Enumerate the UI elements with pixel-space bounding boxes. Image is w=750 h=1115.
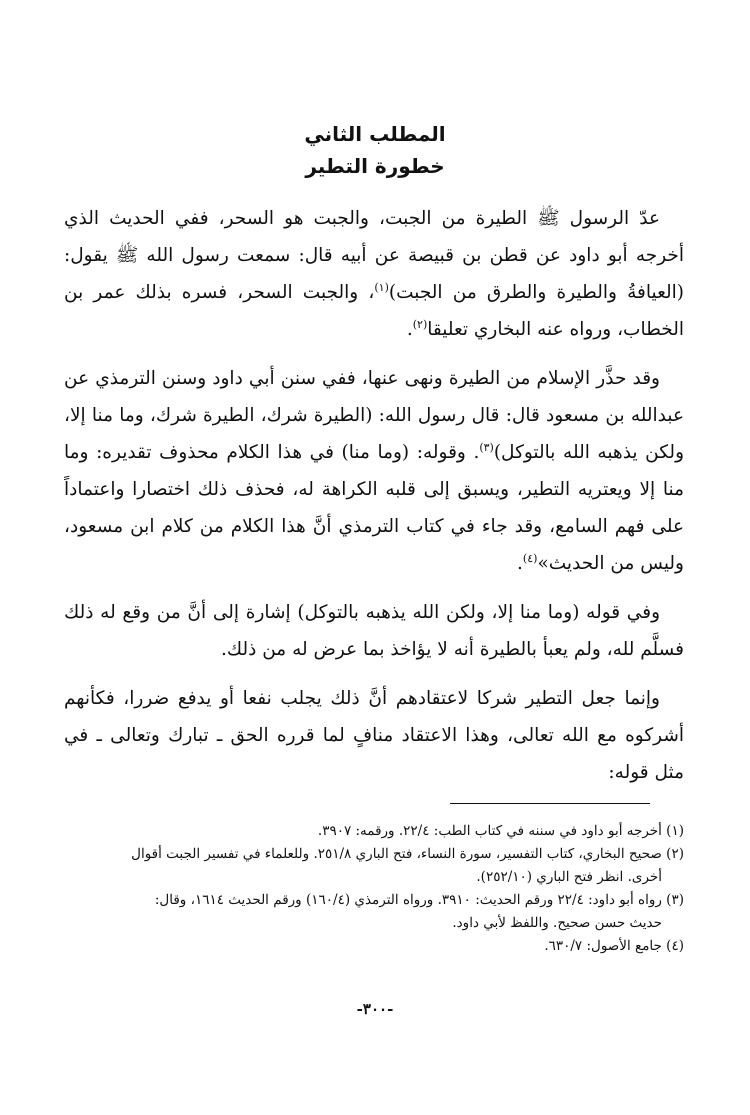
paragraph-text: . وقوله: (وما منا) في هذا الكلام محذوف تقديره: وما منا إلا ويعتريه التطير، ويسبق إلى قلبه الكراهة له، فحذف ذلك اختصارا واعتماداً على فهم السامع، وقد جاء في كتاب الترمذي أنَّ هذا الكلام من كلام ابن مسعود، وليس من الحديث» <box>64 442 684 574</box>
footnote-2-continuation: أخرى. انظر فتح الباري (٢٥٢/١٠). <box>476 869 662 885</box>
footnote-1: (١) أخرجه أبو داود في سننه في كتاب الطب: ٢٢/٤. ورقمه: ٣٩٠٧. <box>317 823 684 839</box>
footnote-separator <box>450 803 650 804</box>
paragraph-3: وفي قوله (وما منا إلا، ولكن الله يذهبه بالتوكل) إشارة إلى أنَّ من وقع له ذلك فسلَّم لله، ولم يعبأ بالطيرة أنه لا يؤاخذ بما عرض له من ذلك. <box>64 602 684 660</box>
footnote-2: (٢) صحيح البخاري، كتاب التفسير، سورة النساء، فتح الباري ٢٥١/٨. وللعلماء في تفسير الجبت أقوال <box>131 846 684 862</box>
footnote-ref-2: (٢) <box>412 317 428 331</box>
paragraph-text: وقد حذَّر الإسلام من الطيرة ونهى عنها، ففي سنن أبي داود وسنن الترمذي عن عبدالله بن مسعود قال: قال رسول الله: (الطيرة شرك، الطيرة شرك، وما منا إلا، ولكن يذهبه الله بالتوكل) <box>64 368 685 463</box>
paragraph-1 <box>64 200 684 348</box>
footnote-4: (٤) جامع الأصول: ٦٣٠/٧. <box>544 938 684 954</box>
paragraph-4: وإنما جعل التطير شركا لاعتقادهم أنَّ ذلك يجلب نفعا أو يدفع ضررا، فكأنهم أشركوه مع الله تعالى، وهذا الاعتقاد منافٍ لما قرره الحق ـ تبارك وتعالى ـ في مثل قوله: <box>64 688 684 783</box>
footnote-ref-1: (١) <box>374 280 389 294</box>
paragraph-2 <box>64 360 684 582</box>
section-subtitle: خطورة التطير <box>305 154 445 178</box>
section-title: المطلب الثاني <box>304 122 446 146</box>
footnotes <box>64 820 684 958</box>
section-headings <box>0 118 750 182</box>
page-number: -٣٠٠- <box>356 1000 394 1018</box>
body-text <box>64 200 684 803</box>
footnote-ref-4: (٤) <box>522 551 538 565</box>
footnote-3: (٣) رواه أبو داود: ٢٢/٤ ورقم الحديث: ٣٩١٠. ورواه الترمذي (١٦٠/٤) ورقم الحديث ١٦١٤، وقال: <box>154 892 684 908</box>
footnote-ref-3: (٣) <box>479 440 494 454</box>
paragraph-text: عدّ الرسول ﷺ الطيرة من الجبت، والجبت هو السحر، ففي الحديث الذي أخرجه أبو داود عن قطن بن قبيصة عن أبيه قال: سمعت رسول الله ﷺ يقول: (العيافةُ والطيرة والطرق من الجبت) <box>64 208 684 303</box>
paragraph-text: ، والجبت السحر، فسره بذلك عمر بن الخطاب، ورواه عنه البخاري تعليقا <box>64 282 684 340</box>
paragraph-text: . <box>517 553 523 574</box>
footnote-3-continuation: حديث حسن صحيح. واللفظ لأبي داود. <box>452 915 662 931</box>
paragraph-text: . <box>406 319 413 340</box>
